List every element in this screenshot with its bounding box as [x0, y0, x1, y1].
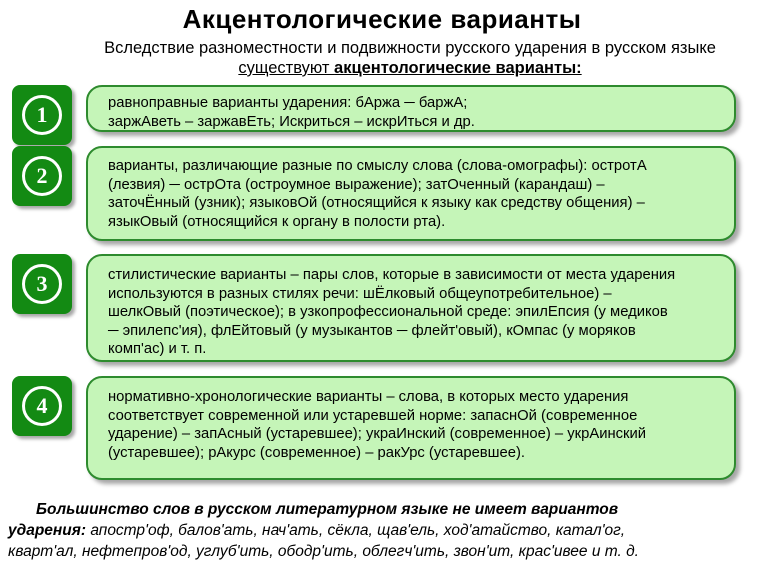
variant-4-line-2: соответствует современной или устаревшей норме: запаснОй (современное	[108, 407, 638, 424]
variant-4-line-4: (устаревшее); рАкурс (современное) – ракУрс (устаревшее).	[108, 444, 526, 461]
variant-3-line-1: стилистические варианты – пары слов, которые в зависимости от места ударения	[108, 267, 676, 283]
bottom-line-3: кварт'ал, нефтепров'од, углуб'ить, ободр'ить, облегч'ить, звон'ит, крас'ивее и т. д.	[8, 543, 639, 560]
variant-box-2	[86, 146, 736, 241]
intro-line-2-bold: акцентологические варианты:	[334, 59, 582, 77]
number-circle-1: 1	[22, 95, 62, 135]
variant-box-1	[86, 85, 736, 132]
variant-3-line-3: шелкОвый (поэтическое); в узкопрофессиональной среде: эпилЕпсия (у медиков	[108, 304, 668, 320]
number-badge-4	[12, 376, 72, 436]
number-circle-3: 3	[22, 264, 62, 304]
intro-line-1: Вследствие разноместности и подвижности русского ударения в русском языке	[104, 39, 716, 57]
bottom-note	[8, 499, 758, 562]
variant-box-4	[86, 376, 736, 480]
bottom-heading: Большинство слов в русском литературном языке не имеет вариантов	[36, 501, 619, 518]
variant-3-line-2: используются в разных стилях речи: шЁлковый общеупотребительное) –	[108, 285, 612, 302]
variant-4-line-3: ударение) – запАсный (устаревшее); украИнский (современное) – укрАинский	[108, 426, 647, 442]
number-badge-1	[12, 85, 72, 145]
variant-2-line-1: варианты, различающие разные по смыслу слова (слова-омографы): остротА	[108, 158, 647, 174]
variant-2-line-2: (лезвия) ─ острОта (остроумное выражение); затОченный (карандаш) –	[108, 176, 605, 193]
number-circle-2: 2	[22, 156, 62, 196]
bottom-line-2-rest: апостр'оф, балов'ать, нач'ать, сёкла, щав'ель, ход'атайство, катал'ог,	[86, 522, 626, 539]
variant-4-line-1: нормативно-хронологические варианты – слова, в которых место ударения	[108, 389, 629, 405]
variant-box-3	[86, 254, 736, 362]
variant-2-line-3: заточЁнный (узник); языковОй (относящийся к языку как средству общения) –	[108, 195, 645, 211]
variant-1-line-2: заржАветь – заржавЕть; Искриться – искрИться и др.	[108, 113, 475, 130]
page-title: Акцентологические варианты	[182, 4, 582, 34]
variant-2-line-4: языкОвый (относящийся к органу в полости рта).	[108, 213, 446, 230]
bottom-line-2	[8, 520, 758, 541]
intro-line-2	[60, 58, 760, 78]
bottom-line-2-label: ударения:	[8, 522, 87, 539]
variant-3-line-4: ─ эпилепс'ия), флЕйтовый (у музыкантов ─ флейт'овый), кОмпас (у моряков	[108, 322, 636, 339]
variant-1-line-1: равноправные варианты ударения: бАржа ─ баржА;	[108, 95, 468, 111]
intro-line-2-prefix: существуют	[238, 59, 335, 77]
variant-3-line-5: комп'ас) и т. п.	[108, 341, 207, 357]
number-badge-3	[12, 254, 72, 314]
number-circle-4: 4	[22, 386, 62, 426]
intro-text	[60, 38, 760, 78]
number-badge-2	[12, 146, 72, 206]
